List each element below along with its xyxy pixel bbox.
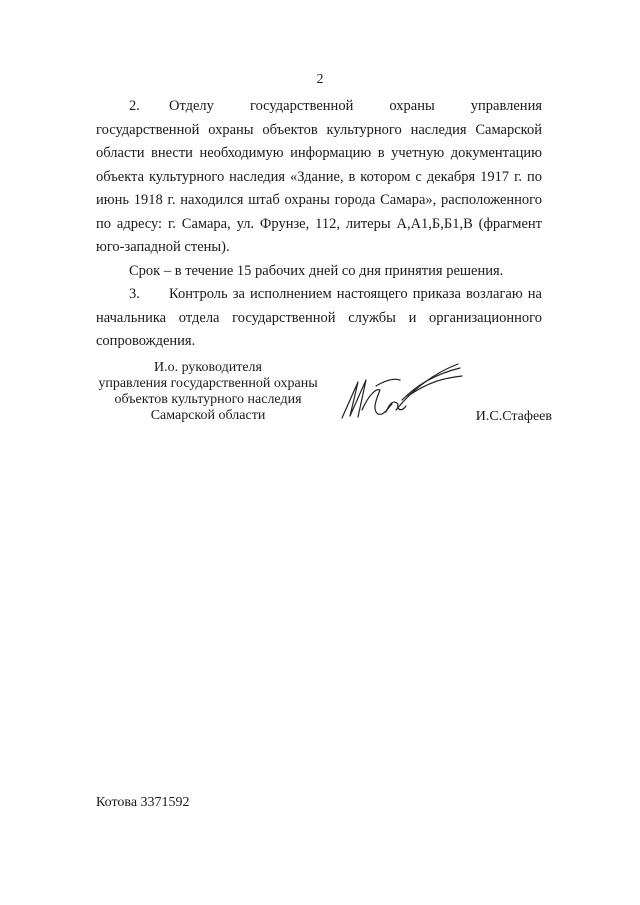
paragraph-text: Отделу государственной охраны управления государственной охраны объектов культурного наследия Самарской области внести необходимую информацию в учетную документацию объекта культурного наследия «Здание, в котором с декабря 1917 г. по июнь 1918 г. находился штаб охраны города Самара», расположенного по адресу: г. Самара, ул. Фрунзе, 112, литеры А,А1,Б,Б1,В (фрагмент юго-западной стены). (96, 98, 542, 255)
page-number: 2 (316, 72, 324, 87)
executor-note: Котова 3371592 (96, 795, 190, 810)
paragraph-text: Контроль за исполнением настоящего приказа возлагаю на начальника отдела государственной службы и организационного сопровождения. (96, 286, 542, 349)
signature-block (96, 360, 556, 430)
paragraph-3 (96, 283, 542, 354)
paragraph-number: 3. (129, 286, 140, 302)
signer-title (96, 360, 320, 424)
paragraph-text: Срок – в течение 15 рабочих дней со дня принятия решения. (129, 262, 504, 279)
deadline-paragraph (96, 260, 542, 284)
signer-title-line: объектов культурного наследия (114, 392, 302, 407)
signer-title-line: Самарской области (150, 408, 266, 423)
document-body (96, 95, 542, 354)
signer-name: И.С.Стафеев (475, 409, 552, 424)
handwritten-signature (336, 360, 466, 424)
signer-title-line: управления государственной охраны (98, 376, 318, 391)
paragraph-number: 2. (129, 98, 140, 114)
signer-title-line: И.о. руководителя (153, 360, 262, 375)
paragraph-2 (96, 95, 542, 260)
